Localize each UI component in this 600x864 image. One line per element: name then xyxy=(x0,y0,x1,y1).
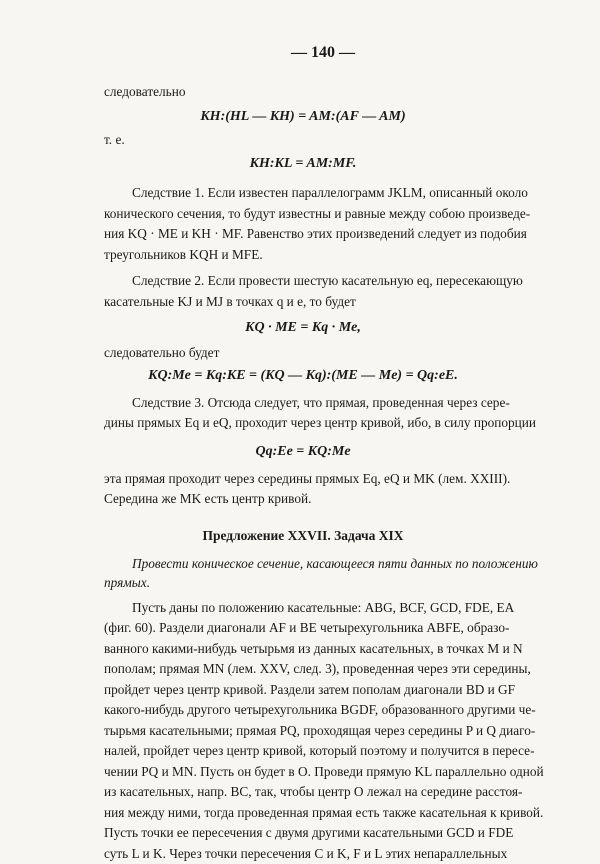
corollary-2 xyxy=(104,271,502,312)
text-line: следовательно xyxy=(104,82,502,103)
corollary-3 xyxy=(104,393,502,434)
formula: Qq:Ee = KQ:Me xyxy=(104,440,502,463)
text-line: Провести коническое сечение, касающееся пяти данных по положению xyxy=(104,554,502,573)
text-line: прямых. xyxy=(104,573,502,592)
text-line: пройдет через центр кривой. Раздели затем пополам диагонали BD и GF xyxy=(104,680,502,701)
text-line: (фиг. 60). Раздели диагонали AF и BE четырехугольника ABFE, образо- xyxy=(104,618,502,639)
text-line: Середина же MK есть центр кривой. xyxy=(104,489,502,510)
text-line: дины прямых Eq и eQ, проходит через центр кривой, ибо, в силу пропорции xyxy=(104,413,502,434)
formula: KH:(HL — KH) = AM:(AF — AM) xyxy=(104,105,502,128)
text-line: ния KQ · ME и KH · MF. Равенство этих произведений следует из подобия xyxy=(104,224,502,245)
text-line: Следствие 2. Если провести шестую касательную eq, пересекающую xyxy=(104,271,502,292)
text-line: из касательных, напр. BC, так, чтобы центр O лежал на середине расстоя- xyxy=(104,782,502,803)
text-line: Следствие 3. Отсюда следует, что прямая, проведенная через сере- xyxy=(104,393,502,414)
text-line: тырьмя касательными; прямая PQ, проходящая через середины P и Q диаго- xyxy=(104,721,502,742)
page-number: — 140 — xyxy=(144,44,502,62)
text-line: т. е. xyxy=(104,130,502,151)
text-line: эта прямая проходит через середины прямых Eq, eQ и MK (лем. XXIII). xyxy=(104,469,502,490)
text-line: пополам; прямая MN (лем. XXV, след. 3), проведенная через эти середины, xyxy=(104,659,502,680)
text-line: чении PQ и MN. Пусть он будет в O. Проведи прямую KL параллельно одной xyxy=(104,762,502,783)
formula: KH:KL = AM:MF. xyxy=(104,152,502,175)
text-line: касательные KJ и MJ в точках q и e, то будет xyxy=(104,292,502,313)
text-line: Следствие 1. Если известен параллелограмм JKLM, описанный около xyxy=(104,183,502,204)
text-line: суть L и K. Через точки пересечения C и K, F и L этих непараллельных xyxy=(104,844,502,864)
text-line: какого-нибудь другого четырехугольника BGDF, образованного другими че- xyxy=(104,700,502,721)
text-line: треугольников KQH и MFE. xyxy=(104,245,502,266)
problem-statement xyxy=(104,554,502,592)
corollary-1 xyxy=(104,183,502,265)
text-line: Пусть точки ее пересечения с двумя другими касательными GCD и FDE xyxy=(104,823,502,844)
text-line: Пусть даны по положению касательные: ABG, BCF, GCD, FDE, EA xyxy=(104,598,502,619)
solution-text xyxy=(104,598,502,864)
formula: KQ · ME = Kq · Me, xyxy=(104,316,502,339)
text-line: следовательно будет xyxy=(104,343,502,364)
text-line: конического сечения, то будут известны и равные между собою произведе- xyxy=(104,204,502,225)
text-line: налей, пройдет через центр кривой, который поэтому и получится в пересе- xyxy=(104,741,502,762)
text-line: ванного какими-нибудь четырьмя из данных касательных, в точках M и N xyxy=(104,639,502,660)
formula: KQ:Me = Kq:KE = (KQ — Kq):(ME — Me) = Qq:eE. xyxy=(104,364,502,387)
text-line: ния между ними, тогда проведенная прямая есть также касательная к кривой. xyxy=(104,803,502,824)
section-heading: Предложение XXVII. Задача XIX xyxy=(104,526,502,546)
